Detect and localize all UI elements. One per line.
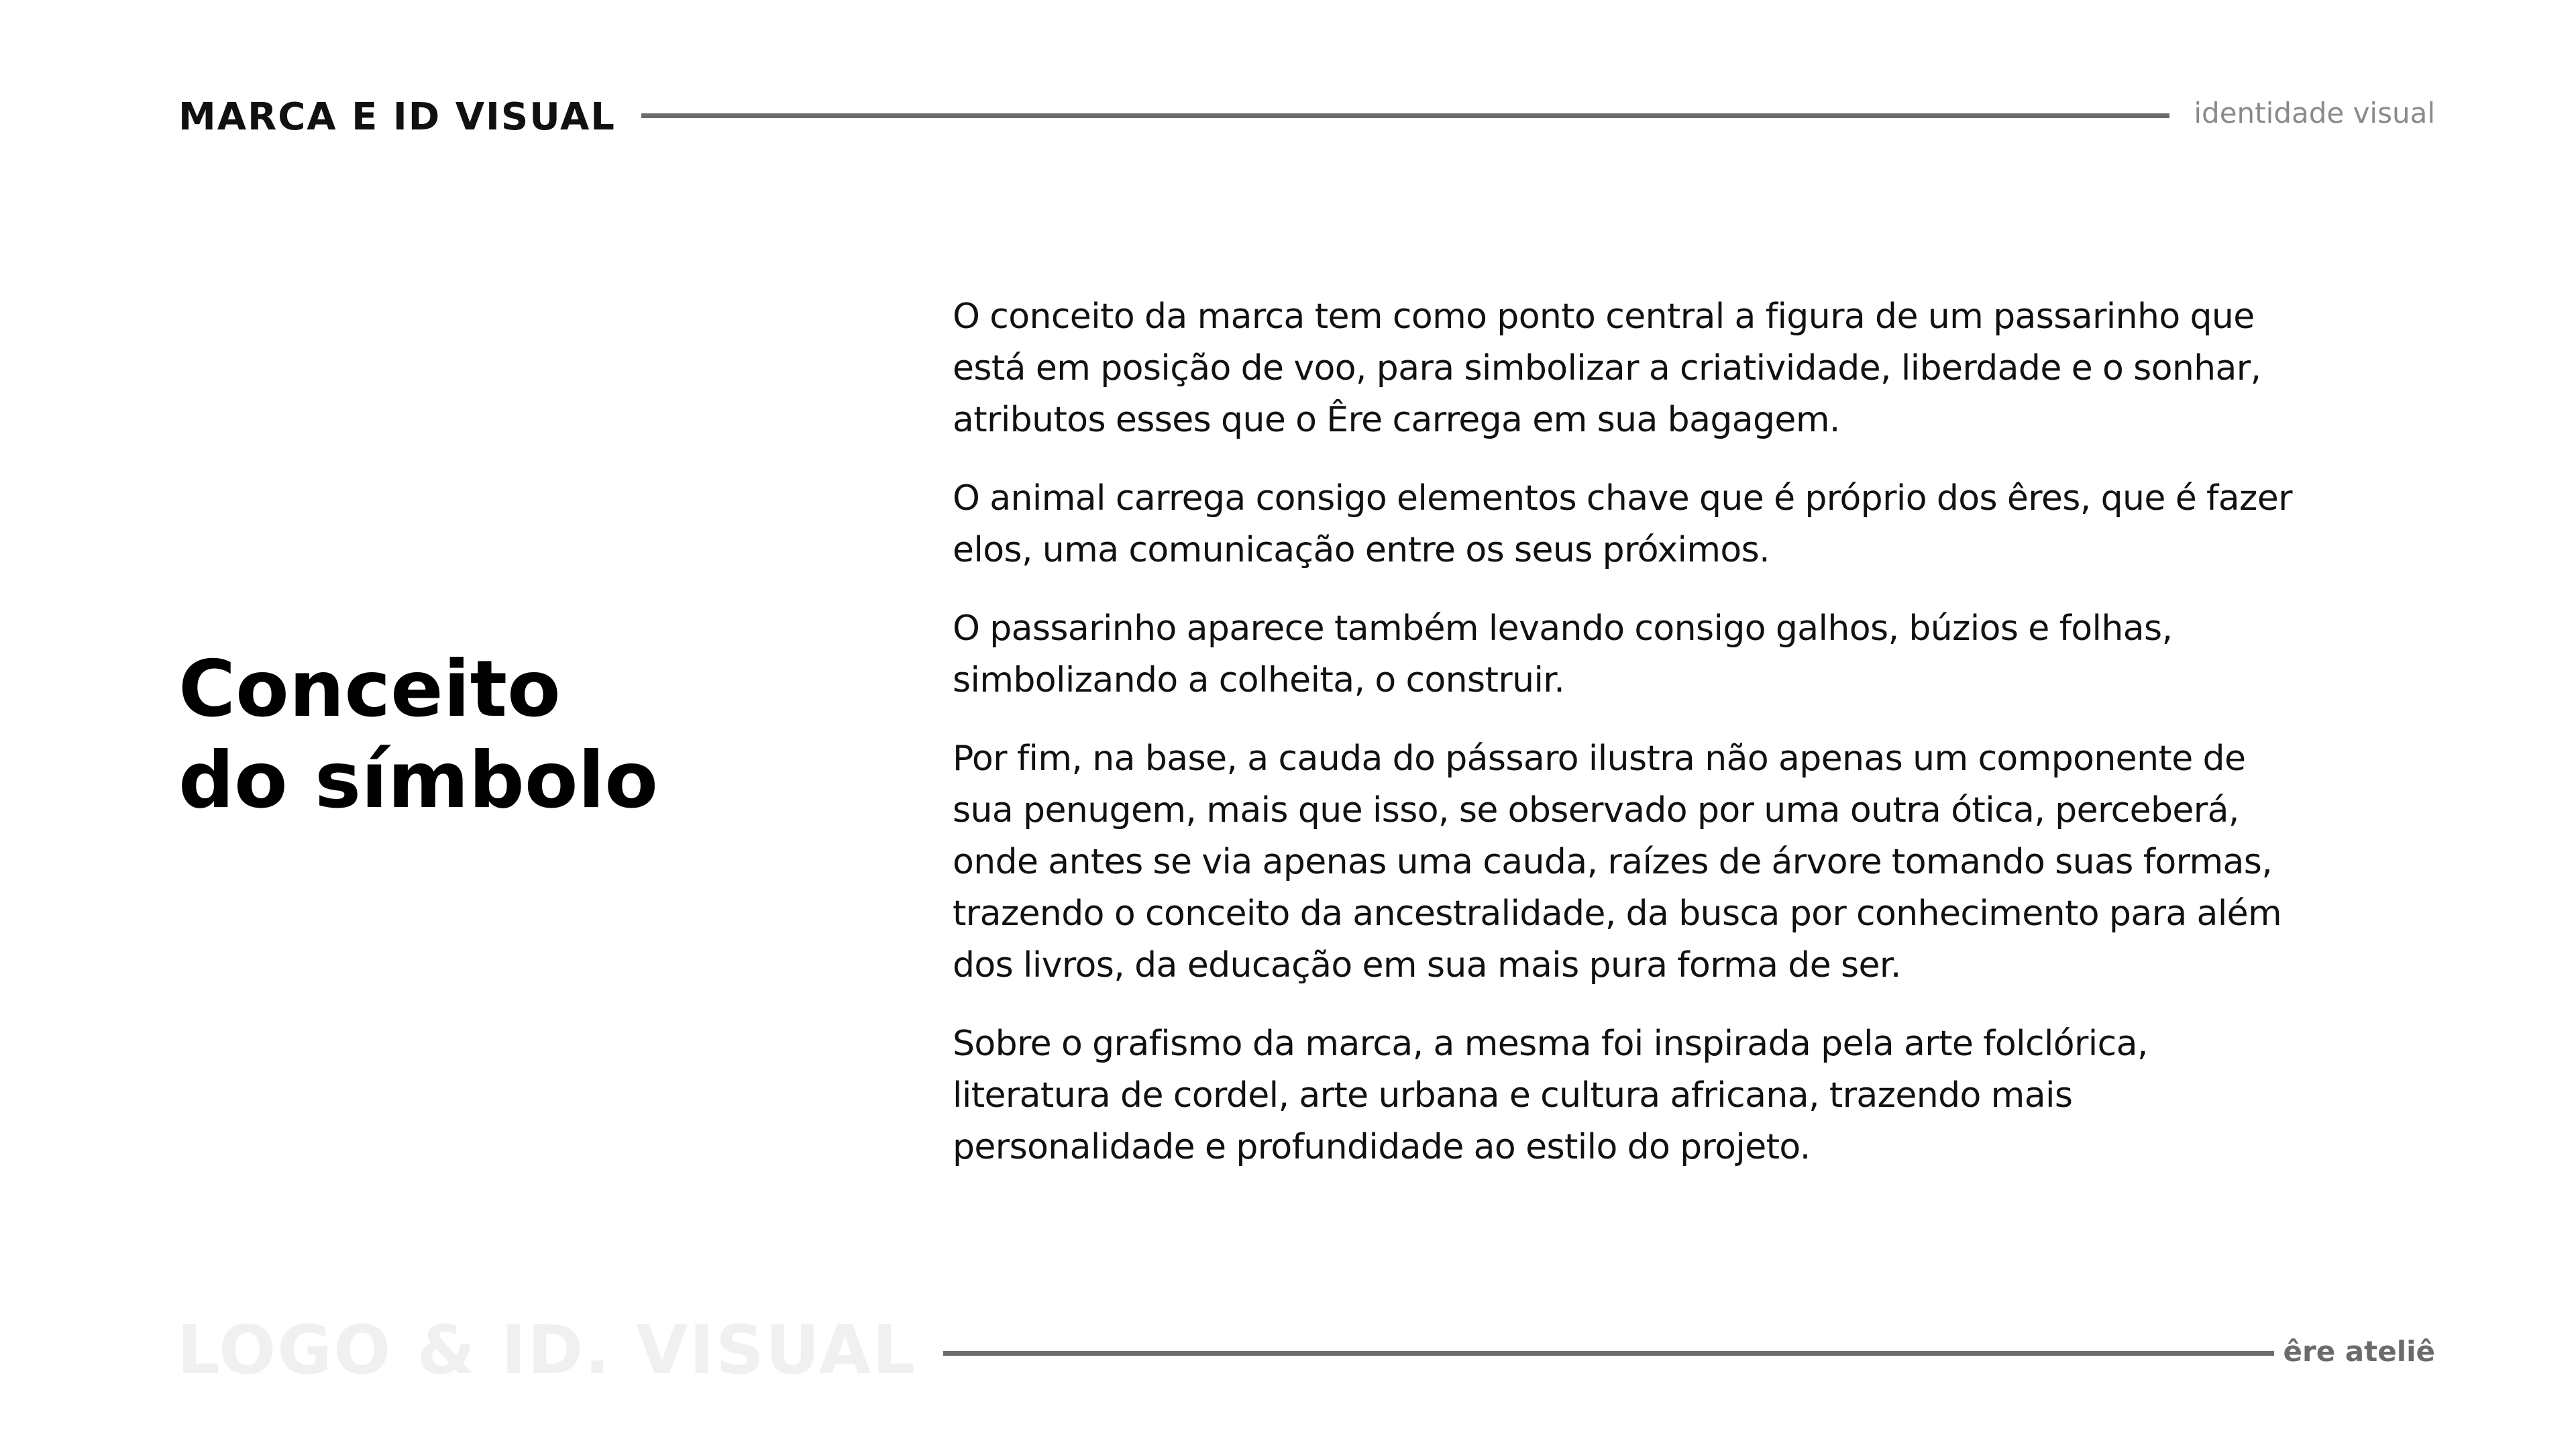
text-line: sua penugem, mais que isso, se observado por uma outra ótica, perceberá, [953,790,2239,830]
text-line: literatura de cordel, arte urbana e cultura africana, trazendo mais [953,1075,2073,1116]
footer-watermark: LOGO & ID. VISUAL [177,1311,916,1389]
text-line: Por fim, na base, a cauda do pássaro ilustra não apenas um componente de [953,739,2246,779]
concept-title-line-2: do símbolo [178,735,658,826]
text-line: onde antes se via apenas uma cauda, raízes de árvore tomando suas formas, [953,842,2273,882]
text-line: atributos esses que o Êre carrega em sua bagagem. [953,400,1840,440]
section-title: MARCA E ID VISUAL [178,95,616,139]
paragraph-1 [953,291,2449,446]
footer-brand: êre ateliê [2283,1335,2435,1368]
text-line: está em posição de voo, para simbolizar a criatividade, liberdade e o sonhar, [953,348,2261,388]
paragraph-3 [953,603,2449,706]
text-line: personalidade e profundidade ao estilo do projeto. [953,1127,1811,1167]
body-text [953,291,2449,1200]
text-line: dos livros, da educação em sua mais pura forma de ser. [953,945,1901,985]
header-divider [641,113,2169,118]
page-footer [177,1313,2435,1387]
paragraph-5 [953,1018,2449,1173]
text-line: O animal carrega consigo elementos chave que é próprio dos êres, que é fazer [953,478,2292,519]
paragraph-4 [953,733,2449,991]
text-line: Sobre o grafismo da marca, a mesma foi inspirada pela arte folclórica, [953,1024,2148,1064]
header-tag: identidade visual [2194,97,2435,129]
text-line: O passarinho aparece também levando consigo galhos, búzios e folhas, [953,608,2173,649]
text-line: trazendo o conceito da ancestralidade, da busca por conhecimento para além [953,894,2282,934]
text-line: O conceito da marca tem como ponto central a figura de um passarinho que [953,297,2255,337]
text-line: elos, uma comunicação entre os seus próximos. [953,530,1770,570]
page-header [178,94,2435,141]
concept-title [178,644,849,826]
text-line: simbolizando a colheita, o construir. [953,660,1565,700]
footer-divider [943,1351,2274,1356]
paragraph-2 [953,473,2449,576]
concept-title-line-1: Conceito [178,644,561,735]
